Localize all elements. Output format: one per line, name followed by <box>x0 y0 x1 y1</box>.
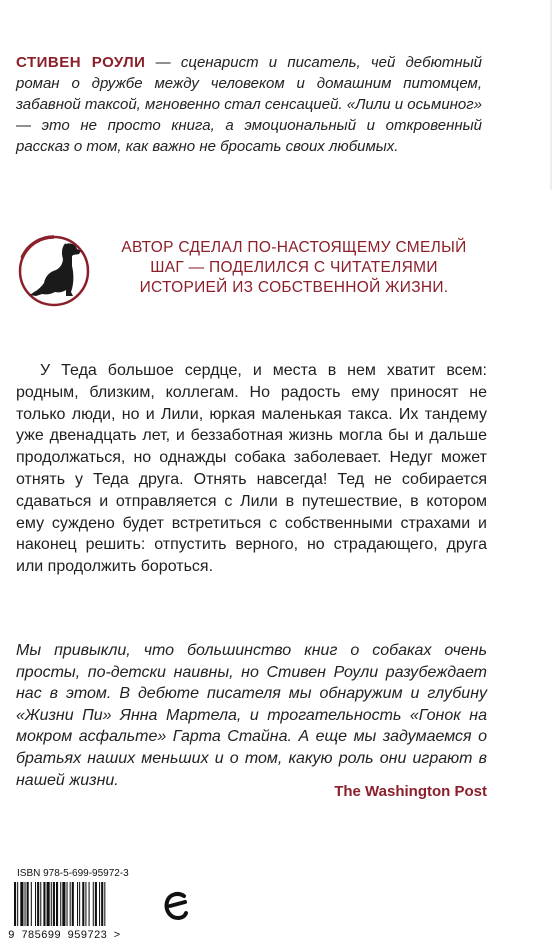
barcode-bar <box>101 882 103 926</box>
barcode-bar <box>27 882 29 926</box>
barcode-bar <box>82 882 84 926</box>
author-bio <box>16 52 482 157</box>
barcode-bar <box>37 882 39 926</box>
barcode-bar <box>53 882 55 926</box>
barcode-bar <box>56 882 58 926</box>
eksmo-e-logo-icon <box>164 890 190 922</box>
barcode-bar <box>60 882 61 926</box>
barcode-bar <box>79 882 80 926</box>
callout-line-2: ШАГ — ПОДЕЛИЛСЯ С ЧИТАТЕЛЯМИ <box>150 259 438 276</box>
barcode-digits: 9 785699 959723 > <box>8 930 121 940</box>
barcode-bar <box>35 882 36 926</box>
author-name: СТИВЕН РОУЛИ <box>16 54 146 71</box>
isbn-barcode <box>8 880 158 940</box>
barcode-bar <box>95 882 97 926</box>
barcode-bar <box>72 882 74 926</box>
synopsis-text: У Теда большое сердце, и места в нем хватит всем: родным, близким, коллегам. Но радость ему приносят не только люди, но и Лили, юркая маленькая такса. Их тандему уже двенадцать лет, и беззаботная жизнь могла бы и дальше продолжаться, но однажды собака заболевает. Недуг может отнять у Теда друга. Отнять навсегда! Тед не собирается сдаваться и отправляется с Лили в путешествие, в котором ему суждено будет встретиться с собственными страхами и наконец решить: отпустить верного, но страдающего, друга или продолжить бороться. <box>16 362 487 576</box>
callout <box>104 238 484 298</box>
barcode-bar <box>85 882 86 926</box>
barcode-bar <box>43 882 45 926</box>
barcode-bar <box>47 882 50 926</box>
review-quote: Мы привыкли, что большинство книг о собаках очень просты, по-детски наивны, но Стивен Роули разубеждает нас в этом. В дебюте писателя мы обнаружим и глубину «Жизни Пи» Янна Мартела, и трогательность «Гонок на мокром асфальте» Гарта Стайна. А еще мы задумаемся о братьях наших меньших и о том, какую роль они играют в нашей жизни. <box>16 642 487 789</box>
barcode-bar <box>99 882 100 926</box>
barcode-bar <box>40 882 41 926</box>
barcode-bar <box>62 882 65 926</box>
barcode-bar <box>17 882 18 926</box>
barcode-bar <box>89 882 90 926</box>
barcode-bar <box>25 882 26 926</box>
callout-line-3: ИСТОРИЕЙ ИЗ СОБСТВЕННОЙ ЖИЗНИ. <box>139 279 449 296</box>
barcode-bar <box>104 882 105 926</box>
review-source: The Washington Post <box>334 783 487 800</box>
synopsis <box>16 360 487 578</box>
barcode-bar <box>14 882 16 926</box>
dog-in-circle-icon <box>14 232 100 310</box>
callout-line-1: АВТОР СДЕЛАЛ ПО-НАСТОЯЩЕМУ СМЕЛЫЙ <box>121 239 467 256</box>
barcode-bar <box>51 882 52 926</box>
barcode-bar <box>31 882 32 926</box>
barcode-bar <box>70 882 71 926</box>
barcode-bar <box>93 882 94 926</box>
barcode-bar <box>77 882 78 926</box>
barcode-bar <box>67 882 68 926</box>
author-bio-text: — сценарист и писатель, чей дебютный роман о дружбе между человеком и домашним питомцем, забавной таксой, мгновенно стал сенсацией. «Лили и осьминог» — это не просто книга, а эмоциональный и откровенный рассказ о том, как важно не бросать своих любимых. <box>16 54 482 155</box>
isbn-label: ISBN 978-5-699-95972-3 <box>17 868 129 879</box>
barcode-bar <box>20 882 23 926</box>
